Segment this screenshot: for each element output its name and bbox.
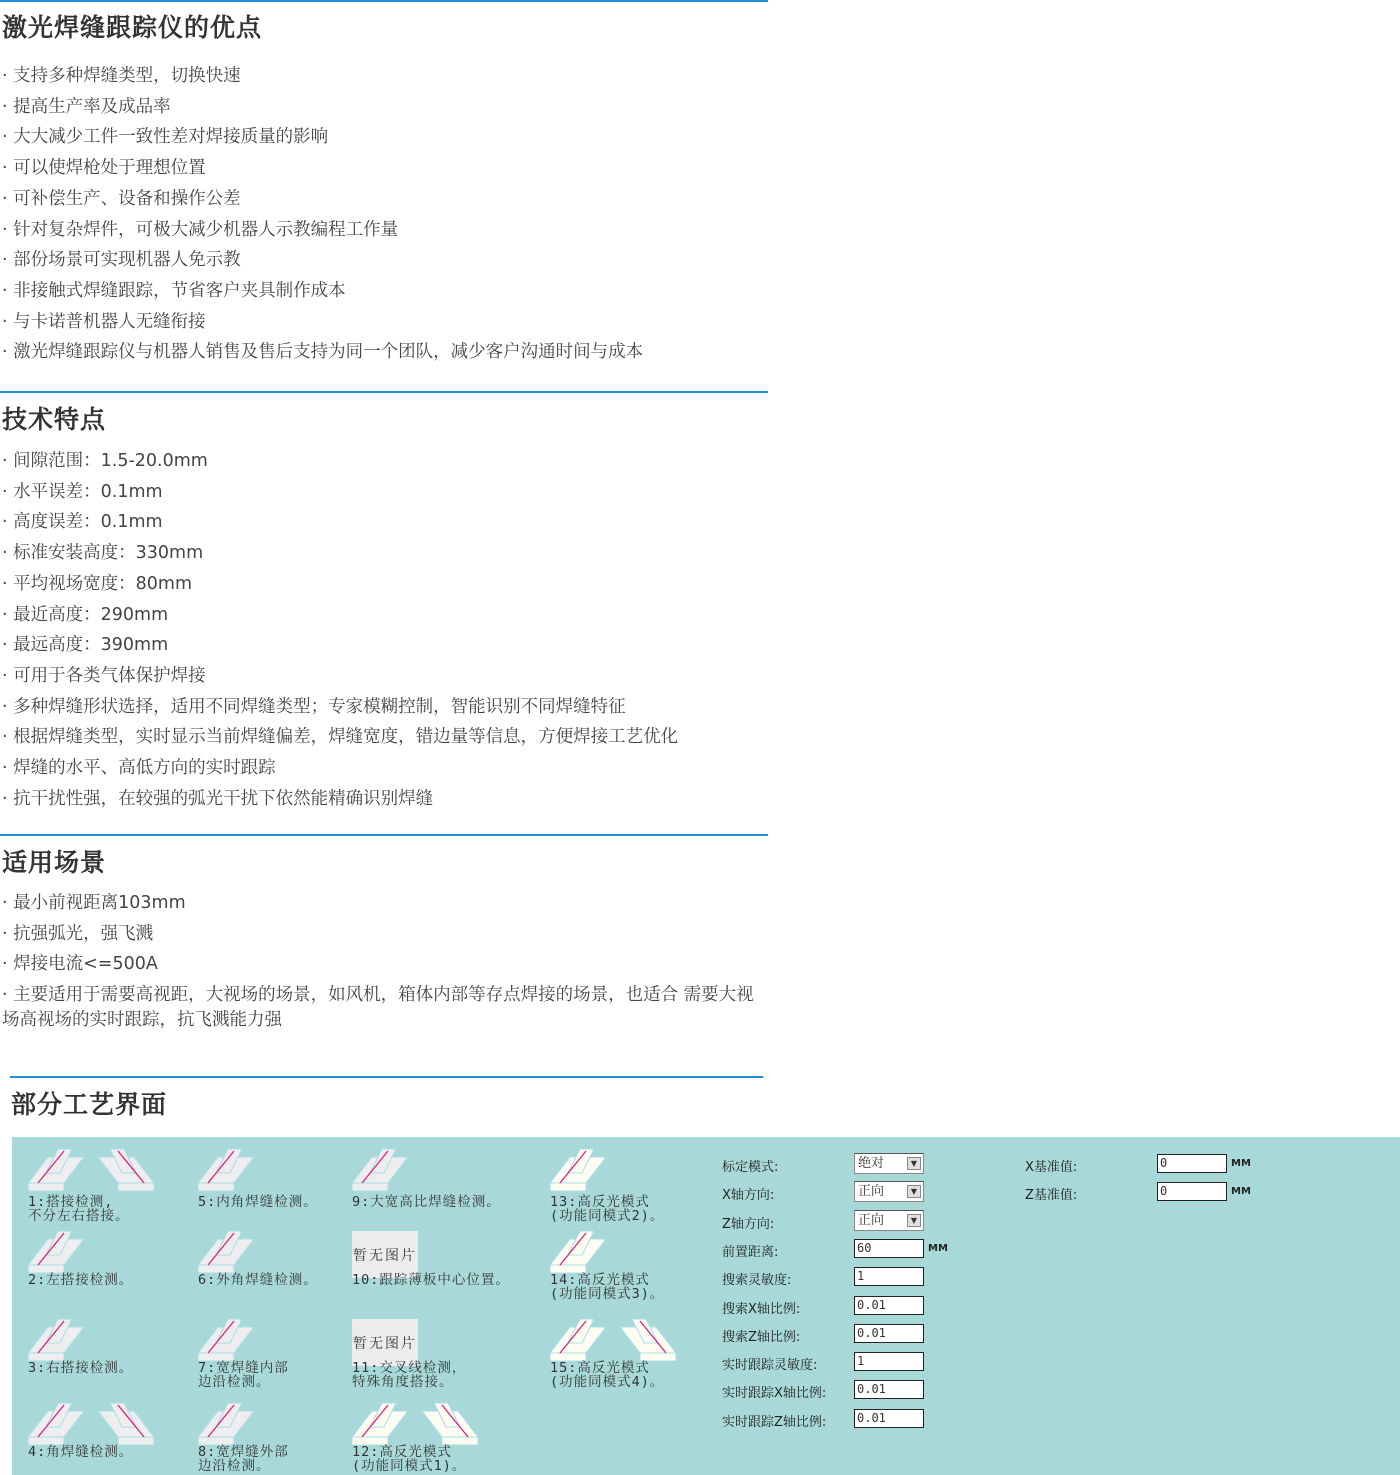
form-input[interactable]: 0 <box>1157 1154 1227 1173</box>
form-label: X基准值: <box>1025 1160 1078 1175</box>
inner-fillet-weld-icon[interactable] <box>198 1145 262 1197</box>
no-image-placeholder: 暂无图片 <box>352 1319 418 1366</box>
select-value: 绝对 <box>858 1156 885 1171</box>
form-input[interactable]: 0.01 <box>854 1296 924 1315</box>
list-item: · 可补偿生产、设备和操作公差 <box>2 188 241 209</box>
list-item: · 标准安装高度：330mm <box>2 543 204 564</box>
list-item: · 高度误差：0.1mm <box>2 512 163 533</box>
unit-label: MM <box>1231 1158 1251 1169</box>
form-select[interactable] <box>854 1210 924 1231</box>
weld-mode-label: 3:右搭接检测。 <box>28 1360 134 1376</box>
list-item: · 根据焊缝类型，实时显示当前焊缝偏差，焊缝宽度，错边量等信息，方便焊接工艺优化 <box>2 727 679 748</box>
form-input[interactable]: 1 <box>854 1352 924 1371</box>
list-item: · 间隙范围：1.5-20.0mm <box>2 451 208 471</box>
form-label: X轴方向: <box>722 1188 775 1204</box>
form-label: 实时跟踪灵敏度: <box>722 1358 818 1374</box>
weld-mode-label: 15:高反光模式 (功能同模式4)。 <box>550 1360 665 1390</box>
reflective-left-lap-icon[interactable] <box>550 1145 614 1197</box>
select-value: 正向 <box>858 1184 885 1200</box>
weld-mode-label: 7:宽焊缝内部 边沿检测。 <box>198 1360 289 1390</box>
list-item: · 针对复杂焊件，可极大减少机器人示教编程工作量 <box>2 219 399 240</box>
unit-label: MM <box>1231 1186 1251 1198</box>
form-label: 搜索X轴比例: <box>722 1301 801 1317</box>
weld-mode-label: 4:角焊缝检测。 <box>28 1444 134 1460</box>
form-label: 标定模式: <box>722 1160 779 1175</box>
section-title-advantages: 激光焊缝跟踪仪的优点 <box>2 13 263 42</box>
weld-mode-label: 2:左搭接检测。 <box>28 1272 134 1288</box>
list-item: · 与卡诺普机器人无缝衔接 <box>2 311 206 332</box>
section-title-tech: 技术特点 <box>2 405 107 434</box>
high-ratio-weld-icon[interactable] <box>352 1145 416 1197</box>
weld-mode-label: 6:外角焊缝检测。 <box>198 1272 318 1288</box>
form-input[interactable]: 0.01 <box>854 1324 924 1343</box>
weld-mode-label: 11:交叉线检测， 特殊角度搭接。 <box>352 1360 467 1390</box>
weld-mode-label: 9:大宽高比焊缝检测。 <box>352 1194 501 1210</box>
form-input[interactable]: 0.01 <box>854 1380 924 1399</box>
list-item: · 可以使焊枪处于理想位置 <box>2 158 206 179</box>
list-item: · 大大减少工件一致性差对焊接质量的影响 <box>2 127 329 148</box>
unit-label: MM <box>928 1242 948 1254</box>
form-input[interactable]: 60 <box>854 1239 924 1258</box>
list-item: · 平均视场宽度：80mm <box>2 573 192 594</box>
weld-mode-label: 13:高反光模式 (功能同模式2)。 <box>550 1194 665 1224</box>
weld-mode-label: 14:高反光模式 (功能同模式3)。 <box>550 1272 665 1302</box>
form-label: 实时跟踪Z轴比例: <box>722 1414 827 1430</box>
list-item: · 非接触式焊缝跟踪，节省客户夹具制作成本 <box>2 280 346 301</box>
weld-mode-label: 12:高反光模式 (功能同模式1)。 <box>352 1444 467 1474</box>
list-item: · 焊接电流<=500A <box>2 954 158 975</box>
section-title-scenarios: 适用场景 <box>2 848 107 877</box>
process-interface-panel <box>12 1137 1400 1475</box>
list-item: · 抗干扰性强，在较强的弧光干扰下依然能精确识别焊缝 <box>2 788 434 809</box>
section-divider <box>0 834 768 836</box>
weld-mode-label: 1:搭接检测, 不分左右搭接。 <box>28 1194 130 1224</box>
section-divider <box>0 391 768 393</box>
form-input[interactable]: 0.01 <box>854 1409 924 1428</box>
lap-weld-pair-icon[interactable] <box>28 1145 160 1197</box>
weld-mode-label: 10:跟踪薄板中心位置。 <box>352 1272 510 1288</box>
list-item: · 水平误差：0.1mm <box>2 481 163 502</box>
list-item: · 可用于各类气体保护焊接 <box>2 665 206 686</box>
form-label: 搜索灵敏度: <box>722 1273 792 1289</box>
list-item: · 焊缝的水平、高低方向的实时跟踪 <box>2 758 276 778</box>
list-item: · 最远高度：390mm <box>2 635 169 656</box>
form-label: Z轴方向: <box>722 1216 775 1232</box>
list-item: · 最近高度：290mm <box>2 604 169 625</box>
list-item: · 最小前视距离103mm <box>2 893 186 913</box>
form-label: Z基准值: <box>1025 1188 1078 1204</box>
form-input[interactable]: 0 <box>1157 1182 1227 1201</box>
chevron-down-icon[interactable]: ▼ <box>907 1214 921 1227</box>
list-item: · 抗强弧光，强飞溅 <box>2 923 154 944</box>
list-item: · 多种焊缝形状选择，适用不同焊缝类型；专家模糊控制，智能识别不同焊缝特征 <box>2 696 626 717</box>
weld-mode-label: 8:宽焊缝外部 边沿检测。 <box>198 1444 289 1474</box>
section-title-interface: 部分工艺界面 <box>11 1090 168 1119</box>
weld-mode-label: 5:内角焊缝检测。 <box>198 1194 318 1210</box>
chevron-down-icon[interactable]: ▼ <box>907 1157 921 1170</box>
list-item: · 支持多种焊缝类型，切换快速 <box>2 66 241 86</box>
chevron-down-icon[interactable]: ▼ <box>907 1185 921 1198</box>
section-divider <box>10 1076 763 1078</box>
form-select[interactable] <box>854 1153 924 1174</box>
section-divider <box>0 0 768 2</box>
list-item: · 提高生产率及成品率 <box>2 96 171 117</box>
form-select[interactable] <box>854 1181 924 1202</box>
select-value: 正向 <box>858 1212 885 1228</box>
no-image-placeholder: 暂无图片 <box>352 1231 418 1278</box>
form-label: 实时跟踪X轴比例: <box>722 1386 827 1402</box>
list-item: · 激光焊缝跟踪仪与机器人销售及售后支持为同一个团队，减少客户沟通时间与成本 <box>2 342 644 363</box>
list-item: · 主要适用于需要高视距，大视场的场景，如风机，箱体内部等存点焊接的场景，也适合 需要大视场高视场的实时跟踪，抗飞溅能力强 <box>2 985 754 1031</box>
form-label: 前置距离: <box>722 1244 779 1260</box>
form-label: 搜索Z轴比例: <box>722 1329 801 1345</box>
form-input[interactable]: 1 <box>854 1267 924 1286</box>
list-item: · 部份场景可实现机器人免示教 <box>2 250 241 271</box>
